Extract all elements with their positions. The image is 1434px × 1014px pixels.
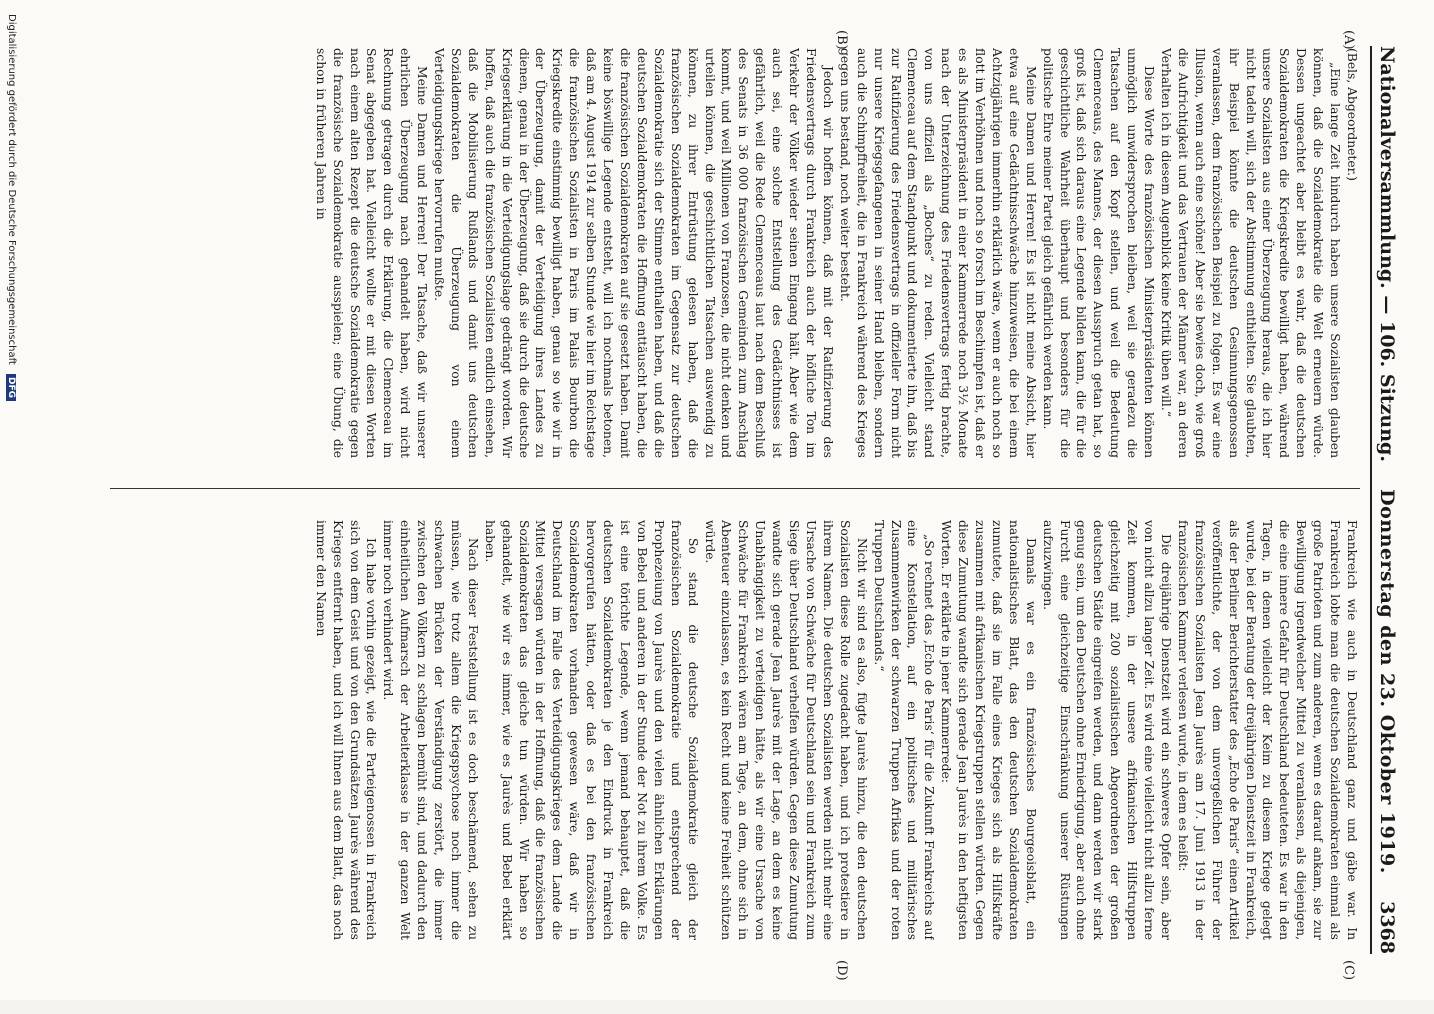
header-left: Nationalversammlung. — 106. Sitzung.: [1376, 46, 1398, 462]
margin-marker-b: (B): [834, 30, 849, 50]
paragraph: Jedoch wir hoffen können, daß mit der Ratifizierung des Friedensvertrags durch Frankreich auch der höfliche Ton im Verkehr der Völker wieder seinen Eingang hält. Aber wie dem auch sei, eine solche Entstellung des Gedächtnisses ist gefährlich, weil die Rede Clemenceaus laut nach dem Beschluß des Senats in 36 000 französischen Gemeinden zum Anschlag kommt, und weil Millionen von Franzosen, die nicht denken und urteilen können, die geschichtlichen Tatsachen auswendig zu können, zu ihrer Entrüstung gelesen haben, daß die französischen Sozialdemokraten im Gegensatz zur deutschen Sozialdemokratie sich der Stimme enthalten haben, und daß die deutschen Sozialdemokraten die Hoffnung enttäuscht haben, die die französischen Sozialdemokraten auf sie gesetzt haben. Damit keine böswillige Legende entsteht, will ich nochmals betonen, daß am 4. August 1914 zur selben Stunde wie hier im Reichstage die französischen Sozialisten in Paris im Palais Bourbon die Kriegskredite einstimmig bewilligt haben, genau so wie wir in der Überzeugung, damit der Verteidigung ihres Landes zu dienen, genau in der Überzeugung, daß sie durch die deutsche Kriegserklärung in die Verteidigungslage gedrängt worden. Wir hoffen, daß auch die französischen Sozialisten endlich einsehen, daß die Mobilisierung Rußlands und damit uns deutschen Sozialdemokraten die Überzeugung von einem Verteidigungskriege hervorrufen mußte.: [432, 48, 835, 458]
page-number: 3368: [1376, 901, 1398, 954]
paragraph: So stand die deutsche Sozialdemokratie gleich der französischen Sozialdemokratie und entsprechend der Prophezeiung von Jaurès und den vielen ähnlichen Erklärungen von Bebel und anderen in der Stunde der Not zu ihrem Volke. Es ist eine törichte Legende, wenn jemand behauptet, daß die deutschen Sozialdemokraten je den Eindruck in Frankreich hervorgerufen hätten, oder daß es bei den französischen Sozialdemokraten vorhanden gewesen wäre, daß wir in Deutschland im Falle des Verteidigungskrieges dem Lande die Mittel versagen würden in der Hoffnung, daß die französischen Sozialdemokraten das gleiche tun würden. Wir haben so gehandelt, wie wir es immer, wie es Jaurès und Bebel erklärt haben.: [482, 520, 700, 940]
header-date: Donnerstag den 23. Oktober 1919.: [1376, 489, 1398, 874]
paragraph: Frankreich wie auch in Deutschland ganz und gäbe war. In Frankreich lobte man die deutschen Sozialdemokraten einmal als große Patrioten und zum anderen, wenn es darauf ankam, sie zur Bewilligung irgendwelcher Mittel zu veranlassen, als diejenigen, die eine innere Gefahr für Deutschland bedeuteten. Es war in den Tagen, in denen vielleicht der Keim zu diesem Kriege gelegt wurde, bei der Beratung der dreijährigen Dienstzeit in Frankreich, als der Berliner Berichterstatter des „Echo de Paris“ einen Artikel veröffentlichte, der von dem unvergeßlichen Führer der französischen Sozialisten Jean Jaurès am 17. Juni 1913 in der französischen Kammer verlesen wurde, in dem es heißt:: [1175, 520, 1359, 940]
paragraph: Diese Worte des französischen Ministerpräsidenten können unmöglich unwidersprochen bleiben, weil sie geradezu die Tatsachen auf den Kopf stellen, und weil die Bedeutung Clemenceaus, des Mannes, der diesen Ausspruch getan hat, so groß ist, daß sich daraus eine Legende bilden kann, die für die geschichtliche Wahrheit überhaupt und besonders für die politische Ehre meiner Partei gleich gefährlich werden kann.: [1040, 48, 1157, 458]
paragraph: Ich habe vorhin gezeigt, wie die Parteigenossen in Frankreich sich von dem Geist und von den Grundsätzen Jaurès während des Krieges entfernt haben, und ich will Ihnen aus dem Blatt, das noch immer den Namen: [313, 520, 379, 940]
paragraph: Meine Damen und Herren! Es ist nicht meine Absicht, hier etwa auf eine Gedächtnisschwäche hinzuweisen, die bei einem Achtzigjährigen immerhin erklärlich wäre, wenn er auch noch so flott im Verhöhnen und noch so forsch im Beschimpfen ist, daß er es als Ministerpräsident in einer Kammerrede noch 3½ Monate nach der Unterzeichnung des Friedensvertrags fertig brachte, von uns offiziell als „Boches“ zu reden. Vielleicht stand Clemenceau auf dem Standpunkt und dokumentierte ihn, daß bis zur Ratifizierung des Friedensvertrags in offizieller Form nicht nur unsere Kriegsgefangenen in seiner Hand bleiben, sondern auch die Schimpffreiheit, die in Frankreich während des Krieges gegen uns bestand, noch weiter besteht.: [837, 48, 1038, 458]
digitization-credit: [6, 0, 17, 1014]
margin-marker-c: (C): [1341, 960, 1356, 981]
paragraph: Die dreijährige Dienstzeit wird ein schweres Opfer sein, aber von nicht allzu langer Zeit. Es wird eine vielleicht nicht allzu ferne Zeit kommen, in der unsere afrikanischen Hilfstruppen gleichzeitig mit 200 sozialistischen Abgeordneten der großen deutschen Städte eingreifen werden, und dann werden wir stark genug sein, um den Deutschen ohne Erniedrigung, aber auch ohne Furcht eine gleichzeitige Einschränkung unserer Rüstungen aufzuzwingen.: [1040, 520, 1174, 940]
margin-marker-d: (D): [834, 960, 849, 981]
column-divider: [110, 488, 1360, 489]
left-text-column: [110, 48, 1360, 458]
margin-marker-a: (A): [1341, 30, 1356, 50]
paragraph: „Eine lange Zeit hindurch haben unsere Sozialisten glauben können, daß die Sozialdemokratie die Welt erneuern würde. Dessen ungeachtet aber bleibt es wahr, daß die deutschen Sozialdemokraten die Kriegskredite bewilligt haben, während unsere Sozialisten aus einer Überzeugung heraus, die ich hier nicht tadeln will, sich der Abstimmung enthielten. Sie glaubten, ihr Beispiel könnte die deutschen Gesinnungsgenossen veranlassen, dem französischen Beispiel zu folgen. Es war eine Illusion, wenn auch eine schöne! Aber sie bewies doch, wie groß die Aufrichtigkeit und das Vertrauen der Männer war, an deren Verhalten ich in diesem Augenblick keine Kritik üben will.“: [1159, 48, 1343, 458]
page-header: [1370, 46, 1416, 954]
paragraph: Damals war es ein französisches Bourgeoisblatt, ein nationalistisches Blatt, das den deutschen Sozialdemokraten zumutete, daß sie im Falle eines Krieges sich als Hilfskräfte zusammen mit afrikanischen Kriegstruppen stellen würden. Gegen diese Zumutung wandte sich gerade Jean Jaurès in den heftigsten Worten. Er erklärte in jener Kammerrede:: [939, 520, 1038, 940]
credit-text: Digitalisierung gefördert durch die Deutsche Forschungsgemeinschaft: [6, 14, 17, 365]
speaker-note: (Bels, Abgeordneter.): [1345, 48, 1359, 181]
paragraph: Nicht wir sind es also, fügte Jaurès hinzu, die den deutschen Sozialisten diese Rolle zugedacht haben, und ich protestiere in ihrem Namen. Die deutschen Sozialisten werden nicht mehr eine Ursache von Schwäche für Deutschland sein und Frankreich zum Siege über Deutschland verhelfen würden. Gegen diese Zumutung wandte sich gerade Jean Jaurès mit der Lage, an dem es keine Unabhängigkeit zu verteidigen hätte, als wir eine Ursache von Schwäche für Frankreich wären am Tage, an dem, ohne sich in Abenteuer einzulassen, es kein Recht und keine Freiheit schützen würde.: [702, 520, 869, 940]
right-text-column: [110, 520, 1360, 940]
dfg-logo: DFG: [6, 374, 16, 401]
paragraph: Nach dieser Feststellung ist es doch beschämend, sehen zu müssen, wie trotz allem die Kriegspsychose noch immer die schwachen Brücken der Verständigung zerstört, die immer zwischen den Völkern zu schlagen bemüht sind, und dadurch den einheitlichen Aufmarsch der Arbeiterklasse in der ganzen Welt immer noch verhindert wird.: [381, 520, 480, 940]
paragraph: „So rechnet das ‚Echo de Paris‘ für die Zukunft Frankreichs auf eine Konstellation, auf ein politisches und militärisches Zusammenwirken der schwarzen Truppen Afrikas und der roten Truppen Deutschlands.“: [871, 520, 937, 940]
paragraph: Meine Damen und Herren! Der Tatsache, daß wir unserer ehrlichen Überzeugung nach gehandelt haben, wird nicht Rechnung getragen durch die Erklärung, die Clemenceau im Senat abgegeben hat. Vielleicht wollte er mit diesen Worten nach einem alten Rezept die deutsche Sozialdemokratie gegen die französische Sozialdemokratie ausspielen; eine Übung, die schon in früheren Jahren in: [313, 48, 430, 458]
